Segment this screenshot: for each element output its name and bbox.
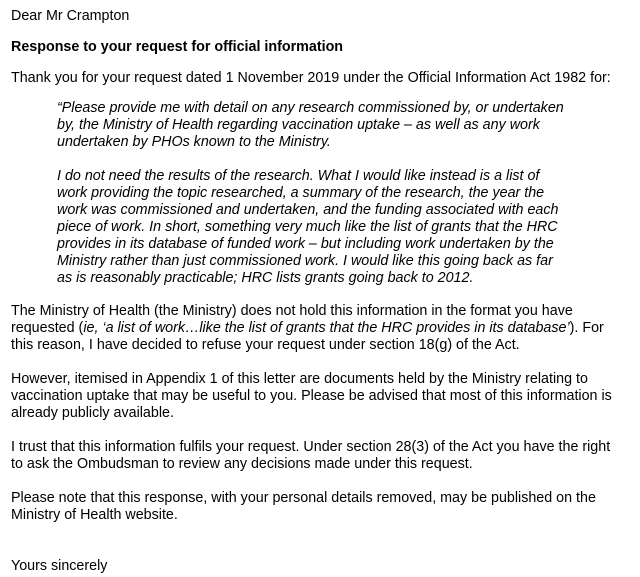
refusal-quoted-request: ie, ‘a list of work…like the list of grants that the HRC provides in its database’ (83, 320, 570, 336)
appendix-paragraph: However, itemised in Appendix 1 of this letter are documents held by the Ministry relating to vaccination uptake that may be useful to you. Please be advised that most of this information is already publicly available. (11, 371, 612, 421)
refusal-paragraph (11, 303, 626, 354)
request-quote-paragraph-1: “Please provide me with detail on any research commissioned by, or undertaken by, the Ministry of Health regarding vaccination uptake – as well as any work undertaken by PHOs known to the Ministry. (57, 100, 564, 150)
refusal-text-a: The Ministry of Health (the Ministry) does not hold this information in the format you have requested ( (11, 303, 573, 336)
publication-notice-paragraph: Please note that this response, with your personal details removed, may be published on the Ministry of Health website. (11, 490, 596, 523)
closing: Yours sincerely (11, 558, 108, 574)
salutation: Dear Mr Crampton (11, 8, 130, 24)
ombudsman-paragraph: I trust that this information fulfils your request. Under section 28(3) of the Act you have the right to ask the Ombudsman to review any decisions made under this request. (11, 439, 611, 472)
intro-paragraph: Thank you for your request dated 1 November 2019 under the Official Information Act 1982 for: (11, 70, 611, 86)
letter-body (11, 8, 626, 575)
refusal-text-c: ). For this reason, I have decided to refuse your request under section 18(g) of the Act. (11, 320, 604, 353)
letter-subject-heading: Response to your request for official information (11, 39, 344, 55)
request-quote-paragraph-2: I do not need the results of the research. What I would like instead is a list of work providing the topic researched, a summary of the research, the year the work was commissioned and undertaken, and the funding associated with each piece of work. In short, something very much like the list of grants that the HRC provides in its database of funded work – but including work undertaken by the Ministry rather than just commissioned work. I would like this going back as far as is reasonably practicable; HRC lists grants going back to 2012. (57, 168, 559, 286)
